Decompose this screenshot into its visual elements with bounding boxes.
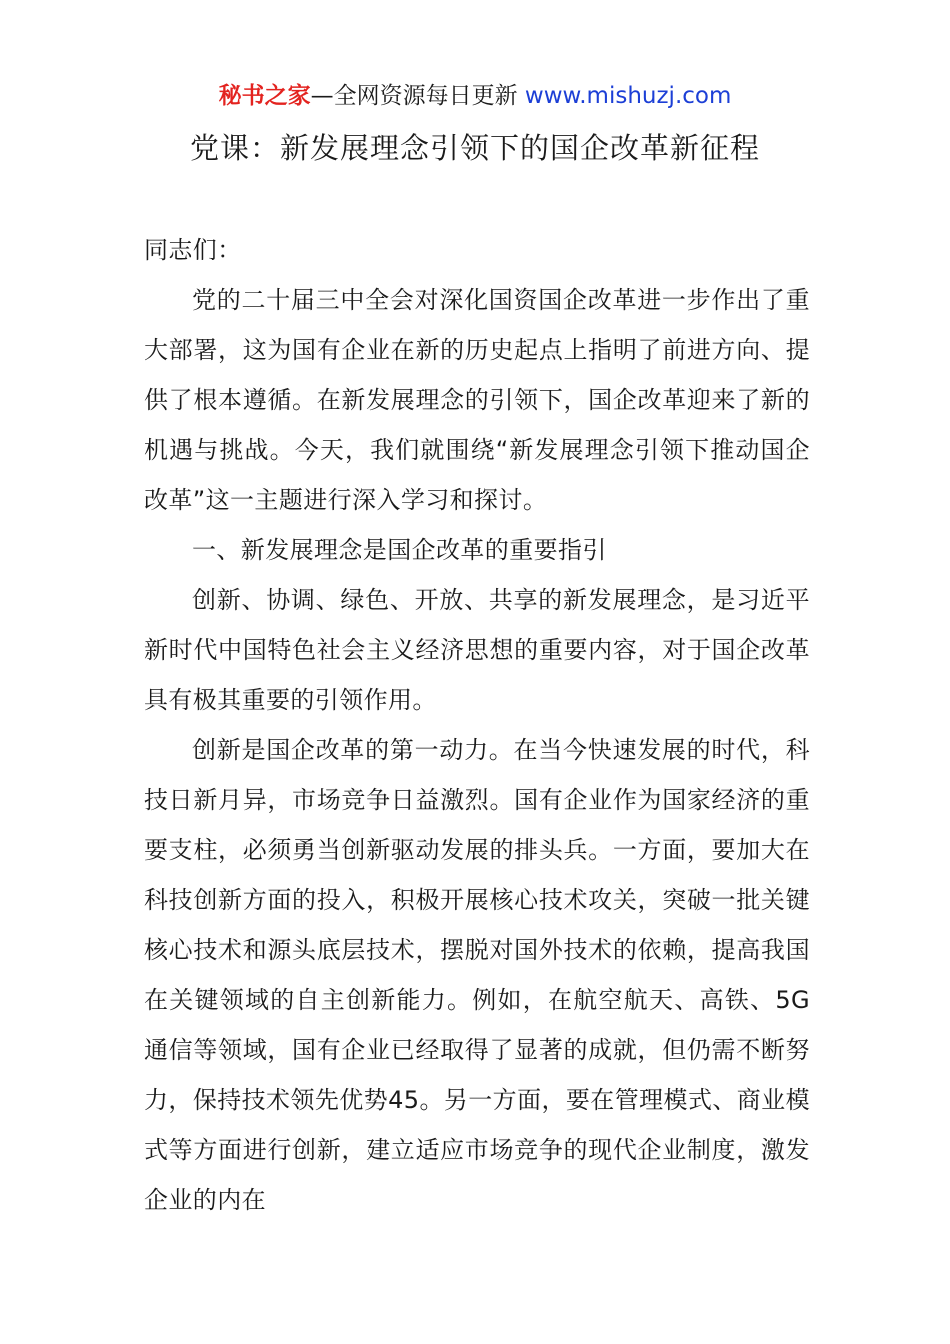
paragraph-innovation: 创新是国企改革的第一动力。在当今快速发展的时代，科技日新月异，市场竞争日益激烈。国有企业作为国家经济的重要支柱，必须勇当创新驱动发展的排头兵。一方面，要加大在科技创新方面的投入，积极开展核心技术攻关，突破一批关键核心技术和源头底层技术，摆脱对国外技术的依赖，提高我国在关键领域的自主创新能力。例如，在航空航天、高铁、5G通信等领域，国有企业已经取得了显著的成就，但仍需不断努力，保持技术领先优势45。另一方面，要在管理模式、商业模式等方面进行创新，建立适应市场竞争的现代企业制度，激发企业的内在 bbox=[144, 736, 810, 1214]
paragraph-new-development-concept: 创新、协调、绿色、开放、共享的新发展理念，是习近平新时代中国特色社会主义经济思想的重要内容，对于国企改革具有极其重要的引领作用。 bbox=[144, 586, 810, 714]
document-body bbox=[144, 225, 810, 1225]
brand-name: 秘书之家 bbox=[218, 83, 311, 109]
site-url-link[interactable]: www.mishuzj.com bbox=[524, 83, 732, 109]
paragraph-intro: 党的二十届三中全会对深化国资国企改革进一步作出了重大部署，这为国有企业在新的历史起点上指明了前进方向、提供了根本遵循。在新发展理念的引领下，国企改革迎来了新的机遇与挑战。今天，我们就围绕“新发展理念引领下推动国企改革”这一主题进行深入学习和探讨。 bbox=[144, 286, 810, 514]
banner-tagline: —全网资源每日更新 bbox=[310, 83, 525, 109]
salutation: 同志们： bbox=[144, 236, 242, 264]
section-heading-1: 一、新发展理念是国企改革的重要指引 bbox=[192, 536, 607, 564]
site-banner bbox=[0, 80, 950, 112]
document-title: 党课：新发展理念引领下的国企改革新征程 bbox=[189, 131, 760, 165]
